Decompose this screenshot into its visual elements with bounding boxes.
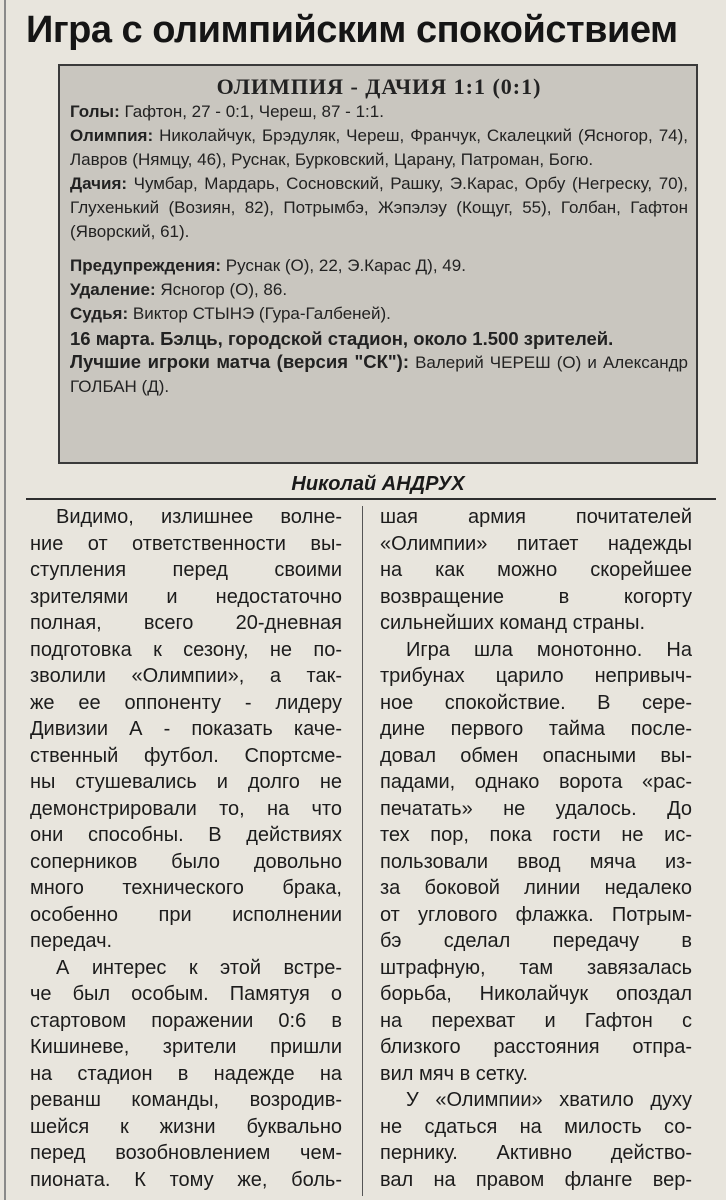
article-line: демонстрировали то, на что <box>30 797 342 820</box>
dacia-lineup <box>70 172 688 244</box>
article-line: на перехват и Гафтон с <box>380 1009 692 1032</box>
article-line: близкого расстояния отпра- <box>380 1036 692 1058</box>
article-line: пионата. К тому же, боль- <box>30 1168 342 1191</box>
article-line: трибунах царило непривыч- <box>380 665 692 687</box>
article-line: ственный футбол. Спортсме- <box>30 744 342 767</box>
article-line: ние от ответственности вы- <box>30 532 342 555</box>
article-line: Видимо, излишнее волне- <box>56 506 342 528</box>
dacia-text: Чумбар, Мардарь, Сосновский, Рашку, Э.Карас, Орбу (Негреску, 70), Глухенький (Возиян, 82), Потрымбэ, Жэпэлэу (Кощуг, 55), Голбан, Гафтон (Яворский, 61). <box>70 174 688 241</box>
article-line: на как можно скорейшее <box>380 559 692 581</box>
goals-line <box>70 100 688 124</box>
article-line: шейся к жизни буквально <box>30 1115 342 1138</box>
article-line: много технического брака, <box>30 877 342 899</box>
article-line: подготовка к сезону, не по- <box>30 638 342 661</box>
article-line: пернику. Активно действо- <box>380 1142 692 1164</box>
best-players-text: Валерий ЧЕРЕШ (О) и Александр ГОЛБАН (Д). <box>70 353 688 396</box>
article-line: стартовом поражении 0:6 в <box>30 1009 342 1032</box>
article-line: Кишиневе, зрители пришли <box>30 1036 342 1058</box>
article-line: передач. <box>30 930 113 952</box>
article-line: У «Олимпии» хватило духу <box>406 1089 692 1111</box>
article-line: довал обмен опасными вы- <box>380 744 692 767</box>
dacia-label: Дачия: <box>70 174 128 193</box>
article-line: от углового флажка. Потрым- <box>380 903 692 926</box>
goals-text: Гафтон, 27 - 0:1, Череш, 87 - 1:1. <box>124 102 384 121</box>
byline-rule <box>26 498 716 500</box>
article-line: зрителями и недостаточно <box>30 585 342 608</box>
article-line: особенно при исполнении <box>30 903 342 926</box>
article-line: Игра шла монотонно. На <box>406 638 692 661</box>
article-line: бэ сделал передачу в <box>380 930 692 952</box>
article-line: пользовали ввод мяча из- <box>380 850 692 873</box>
referee-text: Виктор СТЫНЭ (Гура-Галбеней). <box>132 304 391 323</box>
sendoff-text: Ясногор (О), 86. <box>160 280 288 299</box>
article-line: Дивизии А - показать каче- <box>30 718 342 740</box>
article-line: шая армия почитателей <box>380 506 692 528</box>
article-line: ны стушевались и долго не <box>30 771 342 793</box>
article-line: перед возобновлением чем- <box>30 1142 342 1164</box>
sendoff-label: Удаление: <box>70 280 156 299</box>
article-line: сильнейших команд страны. <box>380 612 645 634</box>
article-line: зволили «Олимпии», а так- <box>30 665 342 687</box>
column-divider <box>362 506 363 1196</box>
article-line: же ее оппоненту - лидеру <box>30 691 342 714</box>
referee-label: Судья: <box>70 304 129 323</box>
olimpia-text: Николайчук, Брэдуляк, Череш, Франчук, Скалецкий (Ясногор, 74), Лавров (Нямцу, 46), Руснак, Бурковский, Царану, Патроман, Богю. <box>70 126 688 169</box>
match-stats-box <box>58 64 698 464</box>
article-column-right <box>380 504 692 1193</box>
article-line: падами, однако ворота «рас- <box>380 771 692 793</box>
sendoff-line <box>70 278 688 302</box>
best-players-label: Лучшие игроки матча (версия "СК"): <box>70 351 410 372</box>
article-line: они способны. В действиях <box>30 824 342 846</box>
best-players-line <box>70 350 688 399</box>
article-line: не сдаться на милость со- <box>380 1115 692 1138</box>
olimpia-lineup <box>70 124 688 172</box>
article-line: тех пор, пока гости не ис- <box>380 824 692 846</box>
author-byline: Николай АНДРУХ <box>291 473 465 495</box>
article-line: печатать» не удалось. До <box>380 797 692 820</box>
article-line: возвращение в когорту <box>380 585 692 608</box>
match-score-title: ОЛИМПИЯ - ДАЧИЯ 1:1 (0:1) <box>216 74 542 99</box>
article-line: «Олимпии» питает надежды <box>380 532 692 555</box>
article-line: А интерес к этой встре- <box>56 956 342 979</box>
article-line: вил мяч в сетку. <box>380 1062 528 1085</box>
article-column-left <box>30 504 342 1193</box>
article-line: че был особым. Памятуя о <box>30 983 342 1005</box>
goals-label: Голы: <box>70 102 120 121</box>
referee-line <box>70 302 688 326</box>
article-line: борьба, Николайчук опоздал <box>380 983 692 1005</box>
article-line: за боковой линии недалеко <box>380 877 692 899</box>
article-line: полная, всего 20-дневная <box>30 612 342 634</box>
article-line: реванш команды, возродив- <box>30 1089 342 1111</box>
article-line: дине первого тайма после- <box>380 718 692 740</box>
article-line: штрафную, там завязалась <box>380 956 692 979</box>
page-edge-line <box>4 0 6 1200</box>
warnings-line <box>70 254 688 278</box>
article-line: на стадион в надежде на <box>30 1062 342 1085</box>
olimpia-label: Олимпия: <box>70 126 154 145</box>
article-line: соперников было довольно <box>30 850 342 873</box>
venue-line: 16 марта. Бэлць, городской стадион, около 1.500 зрителей. <box>70 328 614 349</box>
article-line: ное спокойствие. В сере- <box>380 691 692 714</box>
warnings-text: Руснак (О), 22, Э.Карас Д), 49. <box>225 256 466 275</box>
article-headline: Игра с олимпийским спокойствием <box>26 9 678 51</box>
warnings-label: Предупреждения: <box>70 256 221 275</box>
article-line: ступления перед своими <box>30 559 342 581</box>
article-line: вал на правом фланге вер- <box>380 1168 692 1191</box>
